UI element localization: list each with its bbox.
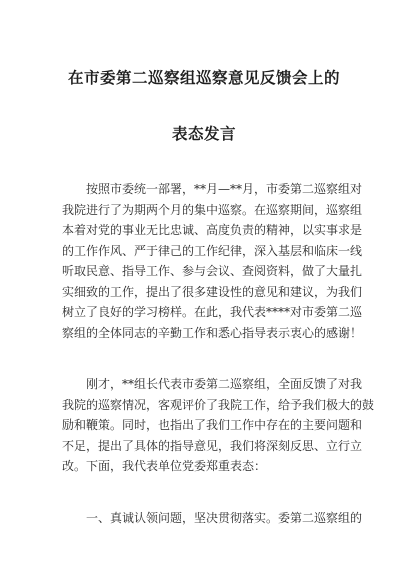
document-title: 在市委第二巡察组巡察意见反馈会上的 bbox=[67, 68, 340, 87]
paragraph-line: 按照市委统一部署，**月—**月，市委第二巡察组对 bbox=[86, 182, 363, 196]
document-subtitle: 表态发言 bbox=[171, 124, 236, 143]
paragraph-line: 励和鞭策。同时，也指出了我们工作中存在的主要问题和 bbox=[62, 418, 363, 432]
paragraph-acknowledgement bbox=[62, 179, 362, 343]
paragraph-line: 改。下面，我代表单位党委郑重表态： bbox=[62, 459, 267, 473]
paragraph-line: 听取民意、指导工作、参与会议、查阅资料，做了大量扎 bbox=[62, 264, 363, 278]
paragraph-line: 的工作作风、严于律己的工作纪律，深入基层和临床一线 bbox=[62, 243, 363, 258]
paragraph-line: 不足，提出了具体的指导意见，我们将深刻反思、立行立 bbox=[62, 438, 363, 453]
paragraph-line: 实细致的工作，提出了很多建设性的意见和建议，为我们 bbox=[62, 284, 363, 299]
paragraph-line: 察组的全体同志的辛勤工作和悉心指导表示衷心的感谢！ bbox=[62, 325, 363, 340]
section-heading-line: 一、真诚认领问题，坚决贯彻落实。委第二巡察组的 bbox=[86, 511, 363, 525]
paragraph-line: 树立了良好的学习榜样。在此，我代表****对市委第二巡 bbox=[62, 305, 363, 319]
paragraph-line: 本着对党的事业无比忠诚、高度负责的精神，以实事求是 bbox=[62, 223, 363, 237]
paragraph-section-one bbox=[62, 508, 362, 529]
paragraph-feedback bbox=[62, 374, 375, 477]
paragraph-line: 我院的巡察情况，客观评价了我院工作，给予我们极大的鼓 bbox=[62, 397, 375, 412]
paragraph-line: 我院进行了为期两个月的集中巡察。在巡察期间，巡察组 bbox=[62, 202, 363, 217]
paragraph-line: 刚才，**组长代表市委第二巡察组，全面反馈了对我 bbox=[86, 377, 363, 391]
